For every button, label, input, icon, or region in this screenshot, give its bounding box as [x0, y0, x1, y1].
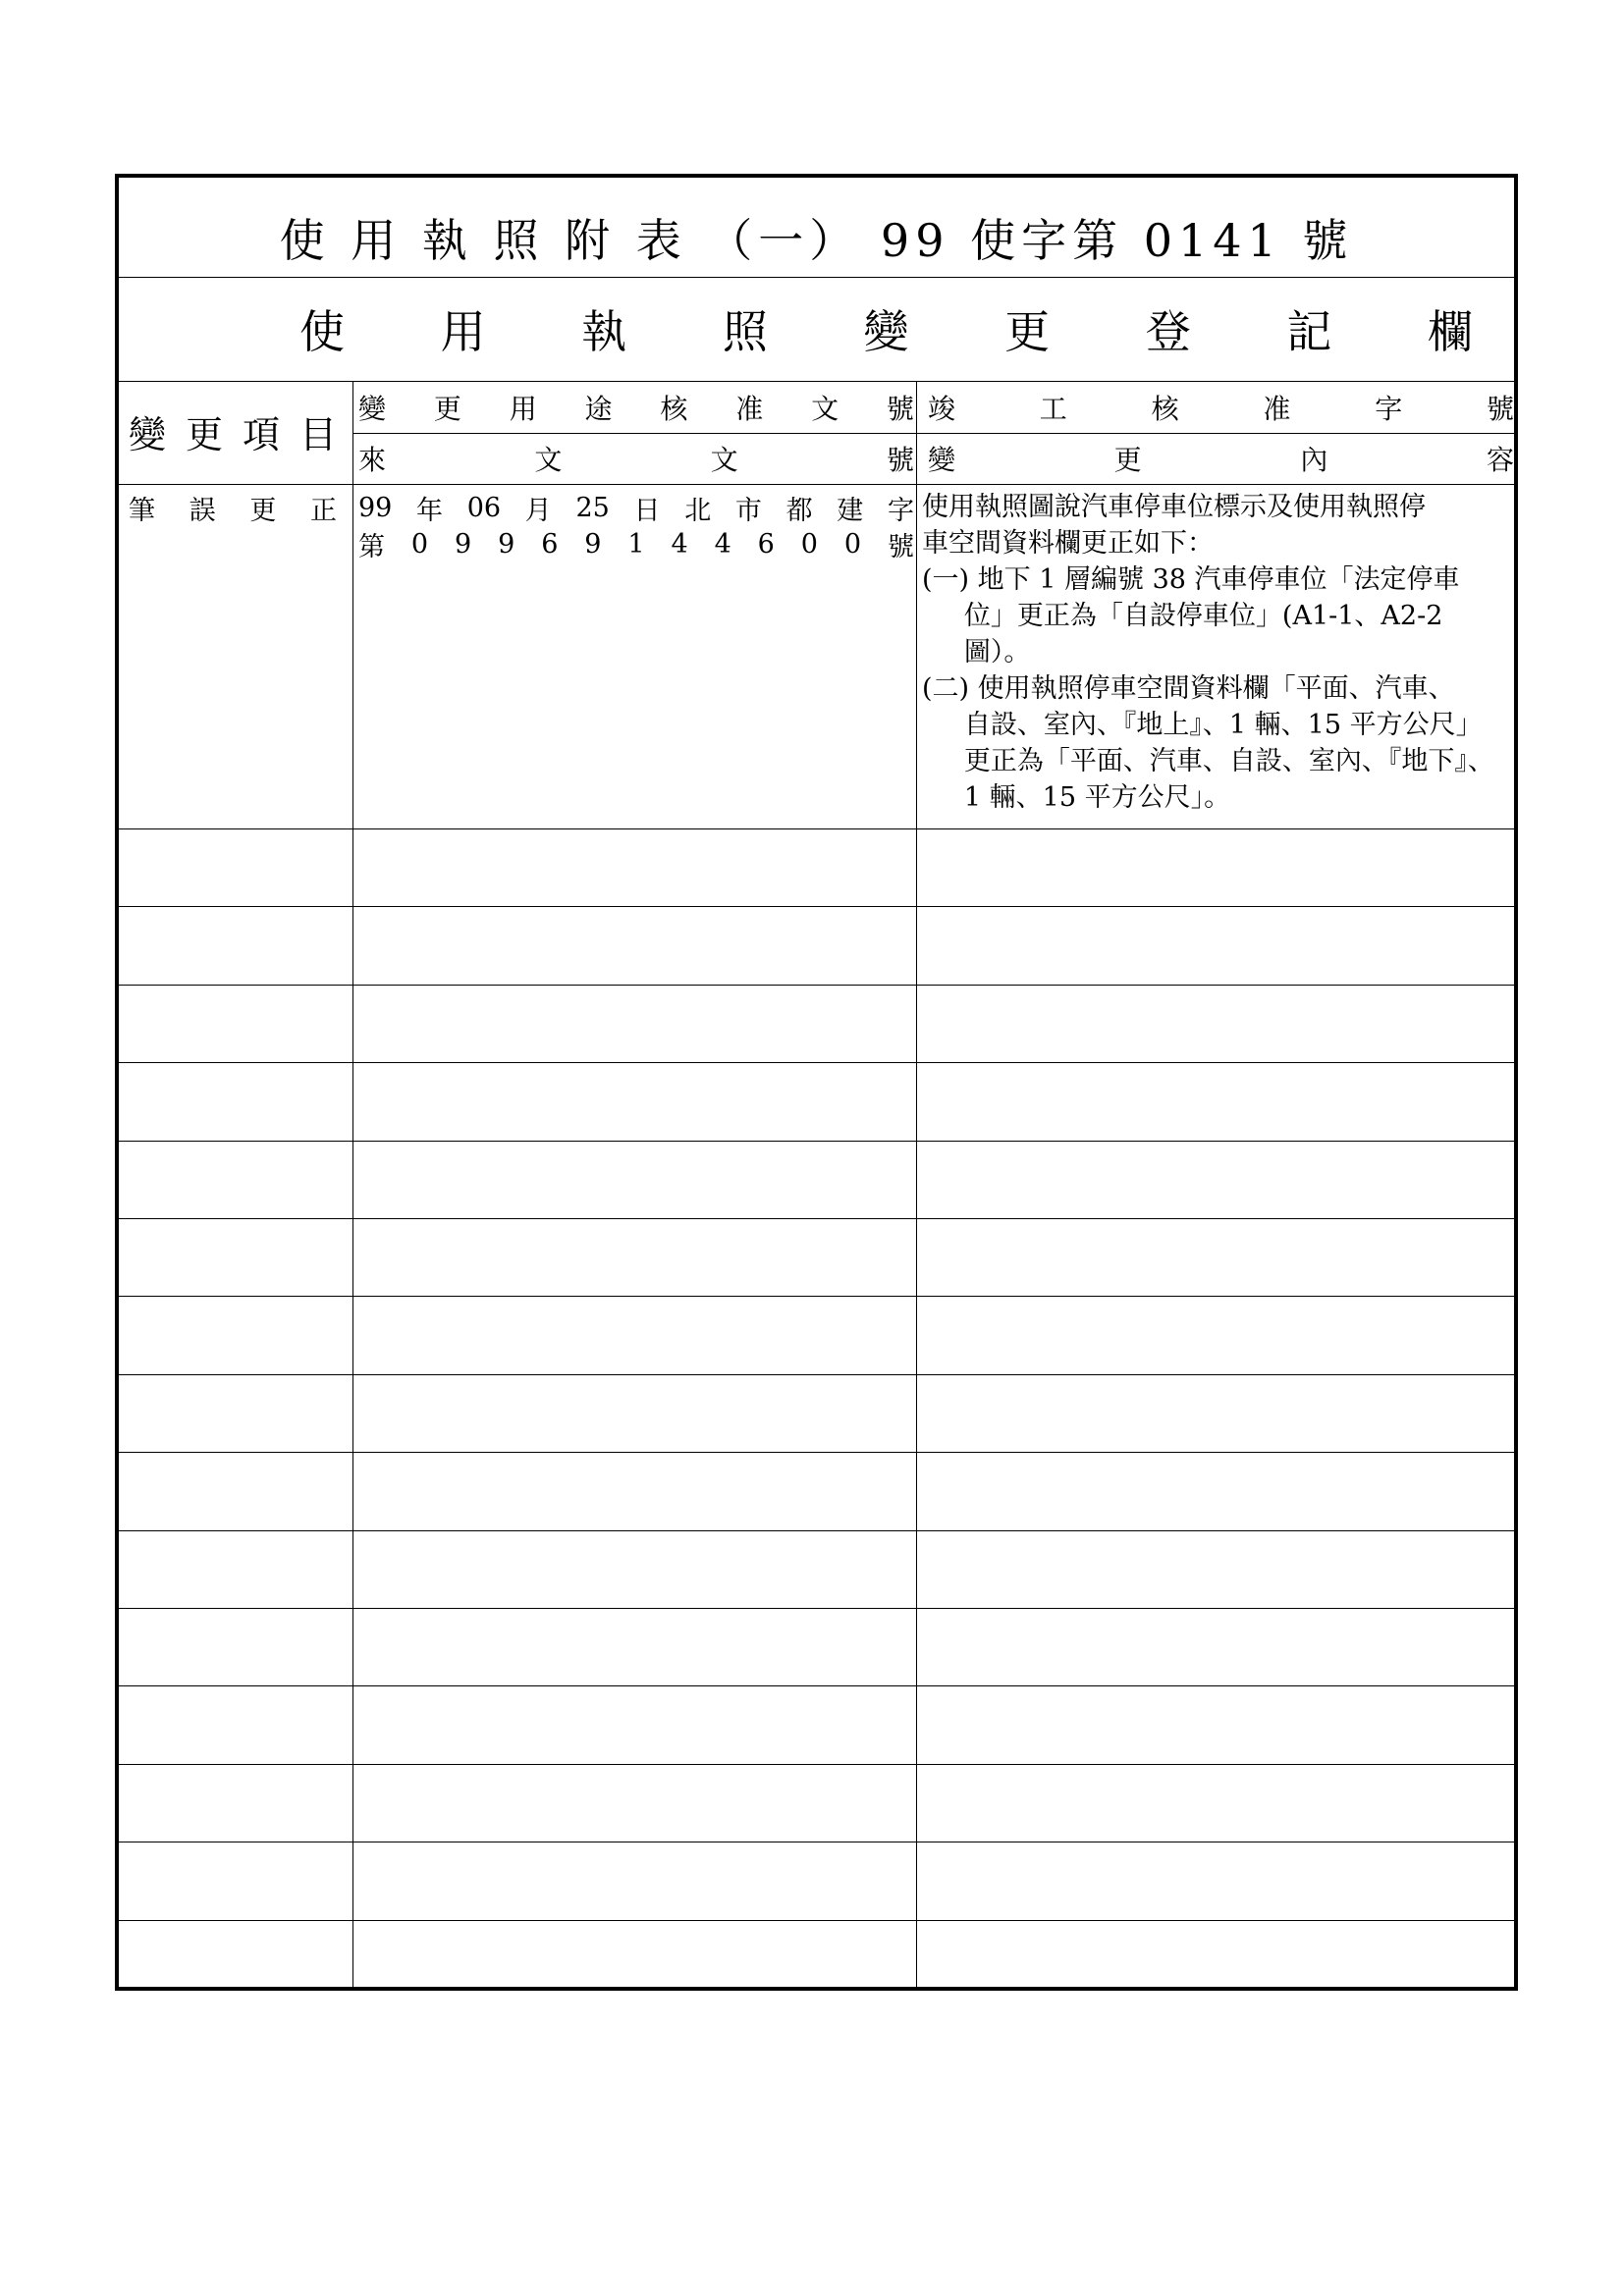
- table-row-divider: [119, 1685, 1514, 1686]
- table-row-divider: [119, 1374, 1514, 1375]
- header-char: 更: [1113, 444, 1142, 476]
- table-row-divider: [119, 906, 1514, 907]
- registration-form: [115, 174, 1518, 1991]
- table-row-divider: [119, 1530, 1514, 1531]
- doc-number-char: 日: [633, 495, 661, 526]
- header-char: 號: [886, 444, 914, 476]
- header-char: 字: [1375, 393, 1403, 425]
- content-line: 車空間資料欄更正如下：: [922, 528, 1214, 559]
- header-char: 用: [509, 393, 537, 425]
- header-char: 核: [660, 393, 688, 425]
- entry-item-char: 筆: [129, 495, 155, 526]
- header-char: 核: [1151, 393, 1179, 425]
- header-char: 號: [886, 393, 914, 425]
- doc-number-char: 0: [800, 528, 818, 560]
- doc-number-char: 年: [416, 495, 444, 526]
- content-line: (二) 使用執照停車空間資料欄「平面、汽車、: [922, 673, 1455, 704]
- header-char: 更: [185, 412, 223, 456]
- content-line: 使用執照圖說汽車停車位標示及使用執照停: [922, 492, 1426, 522]
- column-header-change-content: [928, 435, 1514, 482]
- section-title-char: 用: [440, 305, 486, 358]
- header-char: 變: [129, 412, 167, 456]
- header-char: 文: [811, 393, 839, 425]
- doc-number-char: 建: [837, 495, 864, 526]
- header-char: 容: [1486, 444, 1514, 476]
- header-char: 變: [358, 393, 387, 425]
- header-char: 項: [242, 412, 280, 456]
- doc-number-char: 0: [410, 528, 429, 560]
- header-char: 更: [433, 393, 461, 425]
- section-title-char: 照: [722, 305, 768, 358]
- column-divider: [352, 381, 353, 1987]
- form-title: 使 用 執 照 附 表 （一） 99 使字第 0141 號: [279, 214, 1354, 267]
- table-row-divider: [119, 1141, 1514, 1142]
- table-row-divider: [119, 1920, 1514, 1921]
- header-char: 文: [710, 444, 738, 476]
- column-header-change-item: [129, 382, 337, 480]
- table-row-divider: [119, 1062, 1514, 1063]
- header-char: 准: [1263, 393, 1291, 425]
- table-row-divider: [119, 985, 1514, 986]
- content-line: (一) 地下 1 層編號 38 汽車停車位「法定停車: [922, 564, 1460, 595]
- section-title-char: 登: [1145, 305, 1191, 358]
- content-line: 自設、室內、『地上』、1 輛、15 平方公尺」: [922, 710, 1483, 740]
- doc-number-char: 1: [627, 528, 645, 560]
- doc-number-char: 99: [358, 492, 393, 523]
- content-line: 圖）。: [922, 637, 1031, 667]
- doc-number-char: 字: [887, 495, 914, 526]
- table-row-divider: [119, 1764, 1514, 1765]
- doc-number-char: 市: [734, 495, 762, 526]
- doc-number-char: 6: [757, 528, 775, 560]
- entry-item-char: 更: [249, 495, 277, 526]
- content-line: 更正為「平面、汽車、自設、室內、『地下』、: [922, 746, 1494, 776]
- entry-change-item: [129, 490, 337, 525]
- doc-number-char: 0: [843, 528, 862, 560]
- doc-number-char: 月: [524, 495, 552, 526]
- content-line: 1 輛、15 平方公尺」。: [922, 782, 1231, 813]
- divider: [352, 433, 1514, 434]
- header-char: 目: [298, 412, 337, 456]
- entry-item-char: 正: [309, 495, 337, 526]
- section-title-char: 使: [299, 305, 345, 358]
- doc-number-char: 9: [584, 528, 602, 560]
- section-title-char: 變: [863, 305, 909, 358]
- table-row-divider: [119, 1452, 1514, 1453]
- doc-number-char: 都: [785, 495, 813, 526]
- header-char: 竣: [928, 393, 956, 425]
- section-title-char: 欄: [1428, 305, 1473, 358]
- entry-doc-number-line-1: [358, 490, 914, 525]
- header-char: 准: [735, 393, 764, 425]
- header-char: 工: [1039, 393, 1067, 425]
- divider: [119, 277, 1514, 278]
- content-line: 位」更正為「自設停車位」(A1-1、A2-2: [922, 601, 1443, 631]
- header-char: 來: [358, 444, 387, 476]
- table-row-divider: [119, 828, 1514, 829]
- header-char: 內: [1300, 444, 1328, 476]
- entry-change-content: [922, 489, 1494, 816]
- header-char: 變: [928, 444, 956, 476]
- doc-number-char: 第: [358, 531, 385, 562]
- doc-number-char: 9: [455, 528, 472, 560]
- doc-number-char: 4: [671, 528, 688, 560]
- column-header-approval-number: [358, 384, 914, 431]
- entry-doc-number-line-2: [358, 526, 914, 561]
- table-row-divider: [119, 1296, 1514, 1297]
- section-title-char: 記: [1286, 305, 1332, 358]
- table-row-divider: [119, 1608, 1514, 1609]
- column-divider: [916, 381, 917, 1987]
- doc-number-char: 北: [684, 495, 712, 526]
- header-char: 文: [534, 444, 563, 476]
- column-header-completion-number: [928, 384, 1514, 431]
- doc-number-char: 06: [466, 492, 502, 523]
- section-title-char: 執: [581, 305, 627, 358]
- header-char: 號: [1486, 393, 1514, 425]
- section-title-char: 更: [1004, 305, 1051, 358]
- doc-number-char: 9: [498, 528, 515, 560]
- doc-number-char: 25: [575, 492, 610, 523]
- table-row-divider: [119, 1218, 1514, 1219]
- divider: [119, 484, 1514, 485]
- section-title: [299, 301, 1473, 356]
- column-header-incoming-doc-number: [358, 435, 914, 482]
- doc-number-char: 4: [714, 528, 731, 560]
- doc-number-char: 號: [887, 531, 914, 562]
- doc-number-char: 6: [541, 528, 559, 560]
- header-char: 途: [584, 393, 613, 425]
- entry-item-char: 誤: [189, 495, 216, 526]
